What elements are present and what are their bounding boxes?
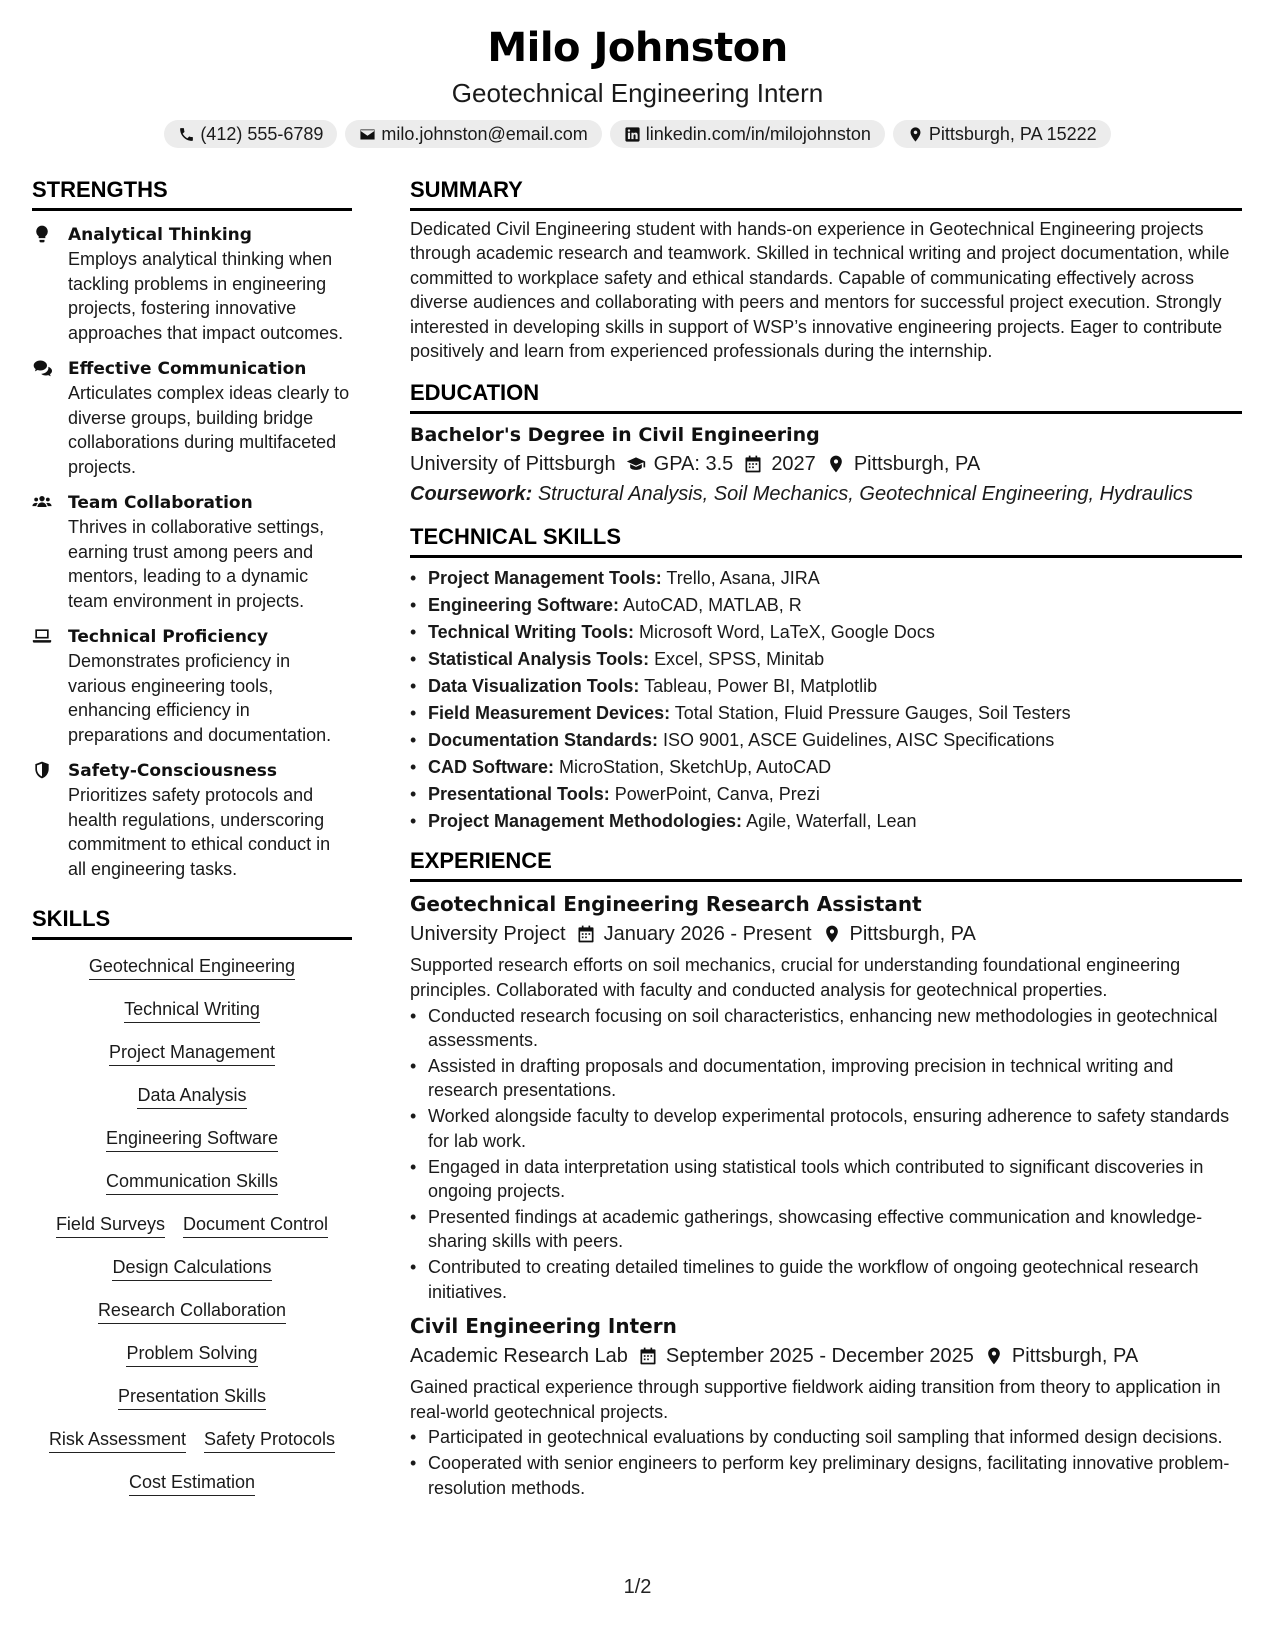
contact-phone-text: (412) 555-6789	[200, 123, 324, 144]
job-bullets	[410, 1425, 1242, 1500]
list-item: • Conducted research focusing on soil characteristics, enhancing new methodologies in geotechnical assessments.	[410, 1004, 1242, 1053]
skill-tag: Presentation Skills	[118, 1384, 266, 1410]
list-item: • Assisted in drafting proposals and documentation, improving precision in technical writing and research presentations.	[410, 1054, 1242, 1103]
tech-skill-value: Microsoft Word, LaTeX, Google Docs	[639, 622, 935, 643]
strength-item	[32, 759, 352, 881]
strength-desc: Articulates complex ideas clearly to diverse groups, building bridge collaborations during multifaceted projects.	[68, 383, 350, 477]
tech-skill-label: Engineering Software:	[428, 595, 620, 616]
tech-skill-value: Agile, Waterfall, Lean	[746, 811, 917, 832]
users-icon	[32, 492, 52, 512]
coursework	[410, 479, 1242, 509]
contact-email[interactable]	[345, 120, 601, 148]
resume-header	[0, 22, 1275, 148]
tech-skill-label: Project Management Methodologies:	[428, 811, 743, 832]
skill-tag: Technical Writing	[124, 997, 260, 1023]
tech-skill-value: AutoCAD, MATLAB, R	[623, 595, 802, 616]
job-entry	[410, 890, 1242, 1304]
strength-desc: Demonstrates proficiency in various engineering tools, enhancing efficiency in preparations and documentation.	[68, 651, 332, 745]
job-bullets	[410, 1004, 1242, 1304]
school-name: University of Pittsburgh	[410, 453, 616, 476]
strength-desc: Employs analytical thinking when tackling problems in engineering projects, fostering innovative approaches that impact outcomes.	[68, 249, 344, 343]
list-item	[410, 619, 1242, 646]
list-item	[410, 727, 1242, 754]
job-description: Gained practical experience through supportive fieldwork aiding transition from theory to application in real-world geotechnical projects.	[410, 1377, 1221, 1422]
skill-tag: Design Calculations	[112, 1255, 271, 1281]
graduation-year: 2027	[771, 453, 816, 476]
skill-tag: Safety Protocols	[204, 1427, 335, 1453]
contact-email-text: milo.johnston@email.com	[381, 123, 588, 144]
calendar-icon	[576, 924, 596, 944]
list-item: • Worked alongside faculty to develop experimental protocols, ensuring adherence to safety standards for lab work.	[410, 1104, 1242, 1153]
list-item	[410, 673, 1242, 700]
skill-tag: Field Surveys	[56, 1212, 165, 1238]
job-title: Civil Engineering Intern	[410, 1314, 677, 1339]
list-item	[410, 754, 1242, 781]
contact-bar	[0, 120, 1275, 148]
candidate-name: Milo Johnston	[487, 25, 788, 71]
contact-phone[interactable]	[164, 120, 337, 148]
candidate-role: Geotechnical Engineering Intern	[451, 78, 824, 108]
skill-tag: Risk Assessment	[49, 1427, 186, 1453]
tech-skill-label: Data Visualization Tools:	[428, 676, 640, 697]
tech-skill-value: Total Station, Fluid Pressure Gauges, Soil Testers	[674, 703, 1071, 724]
contact-location-text: Pittsburgh, PA 15222	[928, 123, 1097, 144]
skill-tag: Project Management	[109, 1040, 275, 1066]
strength-title: Team Collaboration	[68, 493, 253, 513]
envelope-icon	[359, 126, 376, 143]
calendar-icon	[638, 1346, 658, 1366]
job-dates: January 2026 - Present	[603, 923, 812, 946]
summary-text: Dedicated Civil Engineering student with hands-on experience in Geotechnical Engineering projects through academic research and teamwork. Skilled in technical writing and project documentation, while committed to workplace safety and ethical standards. Capable of communicating effectively across diverse audiences and collaborating with peers and mentors for successful project execution. Strongly interested in developing skills in support of WSP’s innovative engineering projects. Eager to contribute positively and learn from experienced professionals during the internship.	[410, 219, 1230, 362]
skill-tag: Cost Estimation	[129, 1470, 255, 1496]
tech-skill-value: Excel, SPSS, Minitab	[654, 649, 825, 670]
tech-skill-value: ISO 9001, ASCE Guidelines, AISC Specifications	[663, 730, 1055, 751]
tech-skill-label: Technical Writing Tools:	[428, 622, 635, 643]
tech-skill-label: Presentational Tools:	[428, 784, 610, 805]
technical-skills-title: TECHNICAL SKILLS	[410, 523, 1242, 558]
skill-tag: Document Control	[183, 1212, 328, 1238]
skills-title: SKILLS	[32, 905, 352, 940]
job-meta	[410, 919, 1242, 949]
tech-skill-value: Trello, Asana, JIRA	[666, 568, 820, 589]
list-item	[410, 565, 1242, 592]
chat-bubbles-icon	[32, 358, 52, 378]
map-pin-icon	[822, 924, 842, 944]
tech-skill-label: Field Measurement Devices:	[428, 703, 671, 724]
contact-linkedin-text: linkedin.com/in/milojohnston	[645, 123, 871, 144]
education-meta	[410, 449, 1242, 479]
coursework-list: Structural Analysis, Soil Mechanics, Geotechnical Engineering, Hydraulics	[537, 483, 1193, 506]
list-item	[410, 700, 1242, 727]
degree-title: Bachelor's Degree in Civil Engineering	[410, 424, 820, 447]
tech-skill-value: MicroStation, SketchUp, AutoCAD	[559, 757, 832, 778]
job-location: Pittsburgh, PA	[849, 923, 976, 946]
list-item	[410, 781, 1242, 808]
tech-skill-label: Statistical Analysis Tools:	[428, 649, 650, 670]
tech-skill-value: Tableau, Power BI, Matplotlib	[644, 676, 878, 697]
strength-title: Safety-Consciousness	[68, 761, 277, 781]
strength-title: Effective Communication	[68, 359, 307, 379]
strength-desc: Prioritizes safety protocols and health regulations, underscoring commitment to ethical conduct in all engineering tasks.	[68, 785, 331, 879]
skill-tag: Problem Solving	[126, 1341, 257, 1367]
list-item: • Presented findings at academic gatherings, showcasing effective communication and knowledge-sharing skills with peers.	[410, 1205, 1242, 1254]
technical-skills-list	[410, 565, 1242, 835]
contact-location[interactable]	[893, 120, 1111, 148]
skill-tag: Communication Skills	[106, 1169, 278, 1195]
graduation-cap-icon	[626, 454, 646, 474]
strength-desc: Thrives in collaborative settings, earning trust among peers and mentors, leading to a dynamic team environment in projects.	[68, 517, 325, 611]
job-org: Academic Research Lab	[410, 1345, 628, 1368]
job-description: Supported research efforts on soil mechanics, crucial for understanding foundational engineering principles. Collaborated with faculty and conducted analysis for geotechnical properties.	[410, 955, 1181, 1000]
shield-icon	[32, 760, 52, 780]
lightbulb-icon	[32, 224, 52, 244]
strength-item	[32, 625, 352, 747]
map-pin-icon	[826, 454, 846, 474]
contact-linkedin[interactable]	[610, 120, 885, 148]
job-meta	[410, 1341, 1242, 1371]
gpa: GPA: 3.5	[653, 453, 734, 476]
left-column	[32, 176, 352, 1496]
skill-tag: Data Analysis	[137, 1083, 246, 1109]
strength-item	[32, 357, 352, 479]
strength-title: Analytical Thinking	[68, 225, 252, 245]
list-item: • Engaged in data interpretation using statistical tools which contributed to significant discoveries in ongoing projects.	[410, 1155, 1242, 1204]
job-org: University Project	[410, 923, 566, 946]
job-dates: September 2025 - December 2025	[665, 1345, 974, 1368]
strength-item	[32, 491, 352, 613]
map-pin-icon	[984, 1346, 1004, 1366]
tech-skill-value: PowerPoint, Canva, Prezi	[614, 784, 820, 805]
tech-skill-label: Documentation Standards:	[428, 730, 659, 751]
page-number: 1/2	[623, 1576, 652, 1598]
calendar-icon	[743, 454, 763, 474]
experience-title: EXPERIENCE	[410, 847, 1242, 882]
job-location: Pittsburgh, PA	[1011, 1345, 1139, 1368]
strength-title: Technical Proficiency	[68, 627, 269, 647]
list-item: • Contributed to creating detailed timelines to guide the workflow of ongoing geotechnical research initiatives.	[410, 1255, 1242, 1304]
education-location: Pittsburgh, PA	[853, 453, 981, 476]
strength-item	[32, 223, 352, 345]
skill-tag: Research Collaboration	[98, 1298, 286, 1324]
list-item	[410, 592, 1242, 619]
tech-skill-label: Project Management Tools:	[428, 568, 662, 589]
strengths-title: STRENGTHS	[32, 176, 352, 211]
skill-tag: Geotechnical Engineering	[89, 954, 295, 980]
list-item	[410, 808, 1242, 835]
summary-title: SUMMARY	[410, 176, 1242, 211]
coursework-label: Coursework:	[410, 483, 533, 506]
laptop-icon	[32, 626, 52, 646]
map-pin-icon	[907, 126, 924, 143]
job-entry	[410, 1312, 1242, 1500]
phone-icon	[178, 126, 195, 143]
education-title: EDUCATION	[410, 379, 1242, 414]
list-item	[410, 646, 1242, 673]
list-item: • Participated in geotechnical evaluations by conducting soil sampling that informed design decisions.	[410, 1425, 1242, 1449]
list-item: • Cooperated with senior engineers to perform key preliminary designs, facilitating innovative problem-resolution methods.	[410, 1451, 1242, 1500]
tech-skill-label: CAD Software:	[428, 757, 555, 778]
right-column	[410, 176, 1242, 1500]
job-title: Geotechnical Engineering Research Assistant	[410, 892, 922, 917]
skills-list	[32, 954, 352, 1496]
skill-tag: Engineering Software	[106, 1126, 278, 1152]
linkedin-icon	[624, 126, 641, 143]
